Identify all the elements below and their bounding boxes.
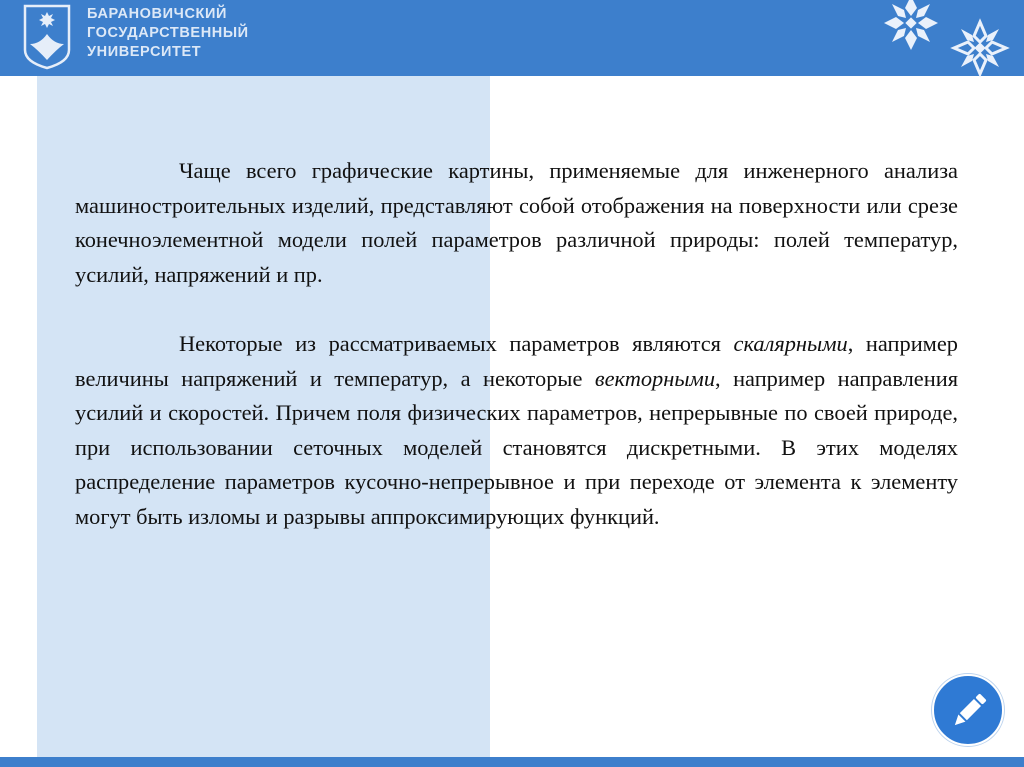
pencil-icon — [947, 689, 991, 733]
star-ornament-icon — [950, 18, 1010, 78]
university-name-line-2: ГОСУДАРСТВЕННЫЙ — [87, 25, 249, 41]
paragraph-1: Чаще всего графические картины, применяемые для инженерного анализа машиностроительных изделий, представляют собой отображения на поверхности или срезе конечноэлементной модели полей параметров различной природы: полей температур, усилий, напряжений и пр. — [75, 158, 958, 287]
paragraph-2-text-2: , например величины напряжений и температур, а некоторые — [75, 330, 958, 391]
university-emblem-icon — [22, 4, 72, 70]
paragraph-2-text-3: , например направления усилий и скоростей. Причем поля физических параметров, непрерывные по своей природе, при использовании сеточных моделей становятся дискретными. В этих моделях распределение параметров кусочно-непрерывное и при переходе от элемента к элементу могут быть изломы и разрывы аппроксимирующих функций. — [75, 365, 958, 529]
header-bar — [0, 0, 1024, 76]
university-name-line-1: БАРАНОВИЧСКИЙ — [87, 6, 228, 22]
paragraph-2 — [75, 327, 958, 535]
term-vector: векторными — [594, 365, 716, 391]
edit-button[interactable] — [932, 674, 1004, 746]
paragraph-2-text-1: Некоторые из рассматриваемых параметров являются — [179, 330, 734, 356]
footer-bar — [0, 757, 1024, 767]
slide-body — [75, 154, 958, 535]
university-name — [87, 5, 249, 62]
snowflake-ornament-icon — [884, 0, 938, 50]
term-scalar: скалярными — [733, 330, 848, 356]
university-name-line-3: УНИВЕРСИТЕТ — [87, 44, 202, 60]
